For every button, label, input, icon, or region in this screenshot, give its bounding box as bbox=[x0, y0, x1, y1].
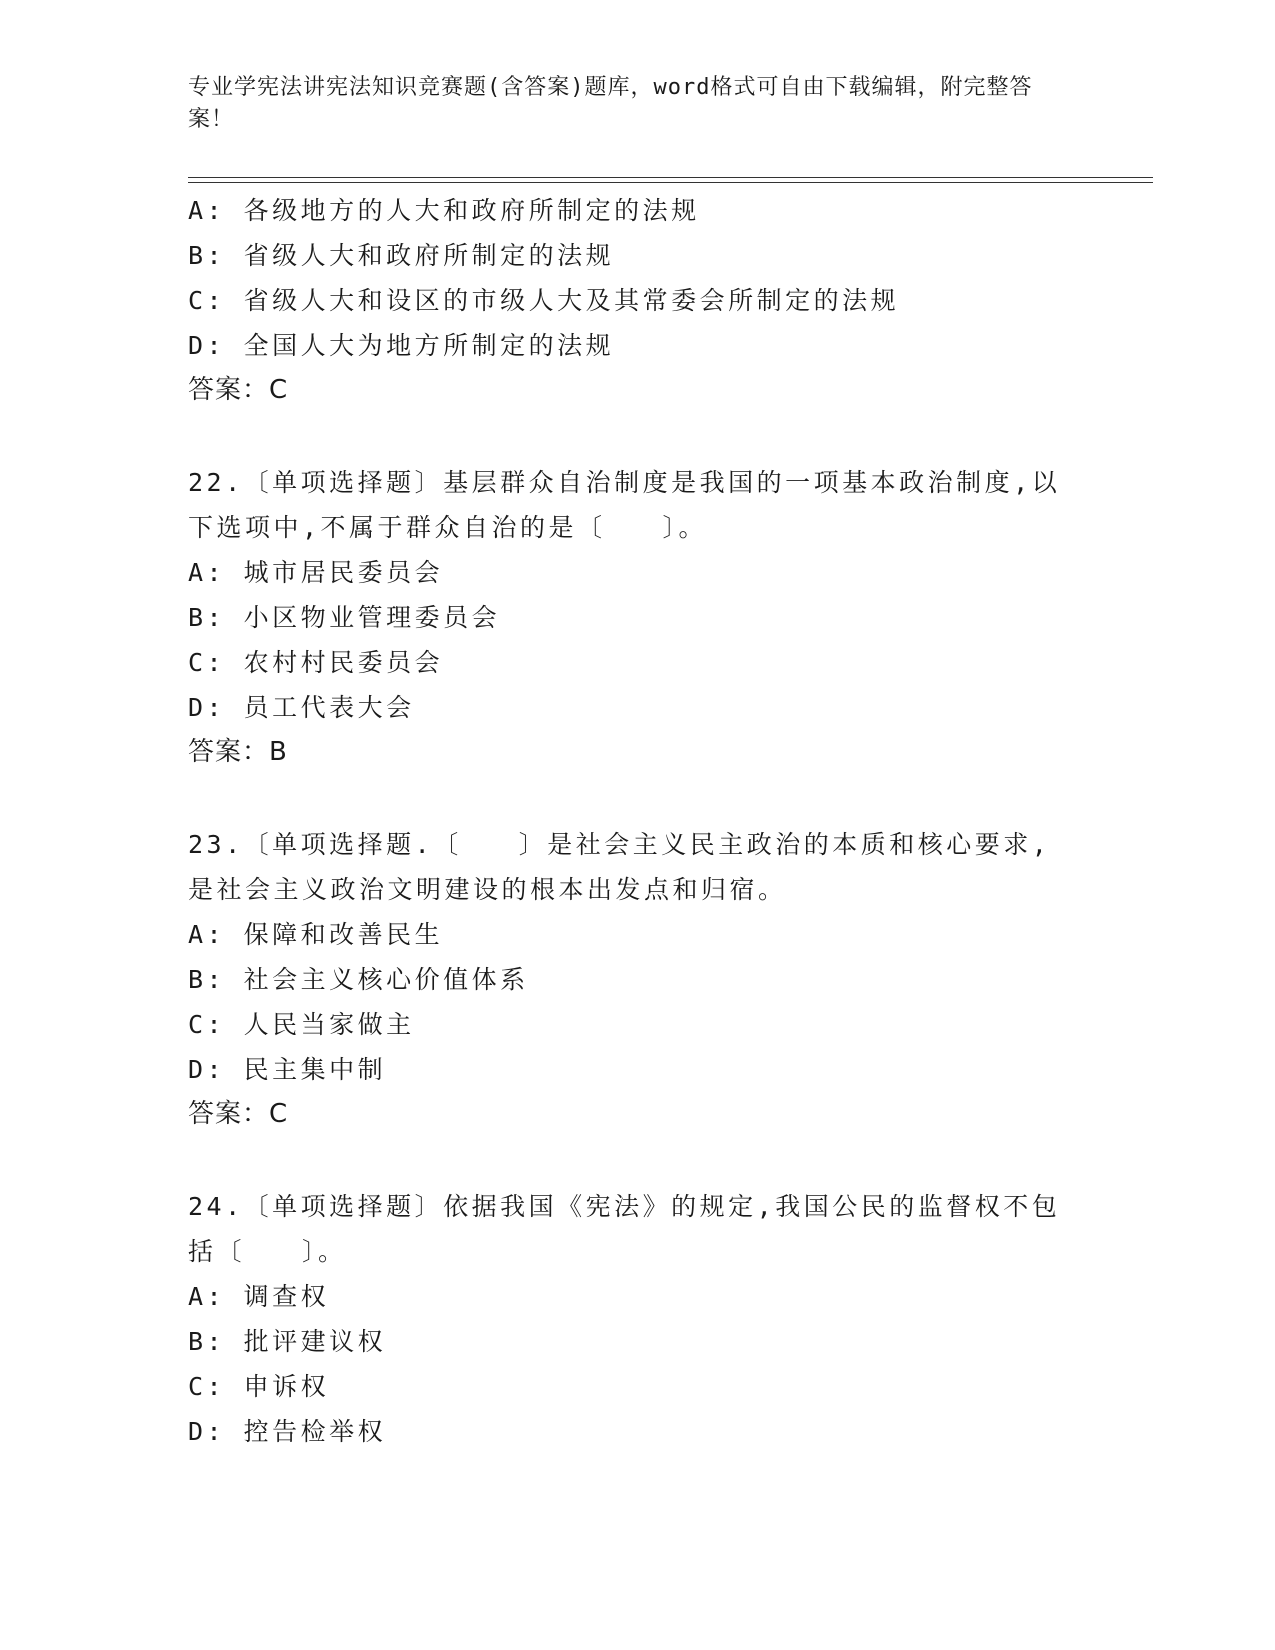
question-stem: 23.〔单项选择题.〔 〕是社会主义民主政治的本质和核心要求,是社会主义政治文明建设的根本出发点和归宿。 bbox=[188, 830, 1051, 904]
answer-line: 答案：C bbox=[188, 1099, 289, 1129]
question-list bbox=[188, 188, 1068, 1454]
option-d: D: 控告检举权 bbox=[188, 1417, 387, 1446]
option-a: A: 城市居民委员会 bbox=[188, 558, 444, 587]
option-a: A: 保障和改善民生 bbox=[188, 920, 444, 949]
option-d: D: 员工代表大会 bbox=[188, 693, 415, 722]
question-stem: 24.〔单项选择题〕依据我国《宪法》的规定,我国公民的监督权不包括〔 〕。 bbox=[188, 1192, 1061, 1266]
option-b: B: 社会主义核心价值体系 bbox=[188, 965, 529, 994]
question-23 bbox=[188, 822, 1068, 1137]
answer-line: 答案：C bbox=[188, 375, 289, 405]
option-c: C: 省级人大和设区的市级人大及其常委会所制定的法规 bbox=[188, 286, 900, 315]
option-d: D: 全国人大为地方所制定的法规 bbox=[188, 331, 615, 360]
header-divider-top bbox=[188, 177, 1153, 178]
option-c: C: 人民当家做主 bbox=[188, 1010, 415, 1039]
question-stem: 22.〔单项选择题〕基层群众自治制度是我国的一项基本政治制度,以下选项中,不属于群众自治的是〔 〕。 bbox=[188, 468, 1061, 542]
option-c: C: 申诉权 bbox=[188, 1372, 330, 1401]
question-22 bbox=[188, 460, 1068, 775]
answer-line: 答案：B bbox=[188, 737, 288, 767]
option-d: D: 民主集中制 bbox=[188, 1055, 387, 1084]
header-divider-bottom bbox=[188, 182, 1153, 183]
option-a: A: 各级地方的人大和政府所制定的法规 bbox=[188, 196, 700, 225]
option-c: C: 农村村民委员会 bbox=[188, 648, 444, 677]
document-header: 专业学宪法讲宪法知识竞赛题(含答案)题库，word格式可自由下载编辑，附完整答案！ bbox=[188, 75, 1033, 132]
option-b: B: 省级人大和政府所制定的法规 bbox=[188, 241, 615, 270]
option-b: B: 批评建议权 bbox=[188, 1327, 387, 1356]
question-24 bbox=[188, 1184, 1068, 1454]
option-b: B: 小区物业管理委员会 bbox=[188, 603, 501, 632]
question-21-continued bbox=[188, 188, 1068, 413]
option-a: A: 调查权 bbox=[188, 1282, 330, 1311]
